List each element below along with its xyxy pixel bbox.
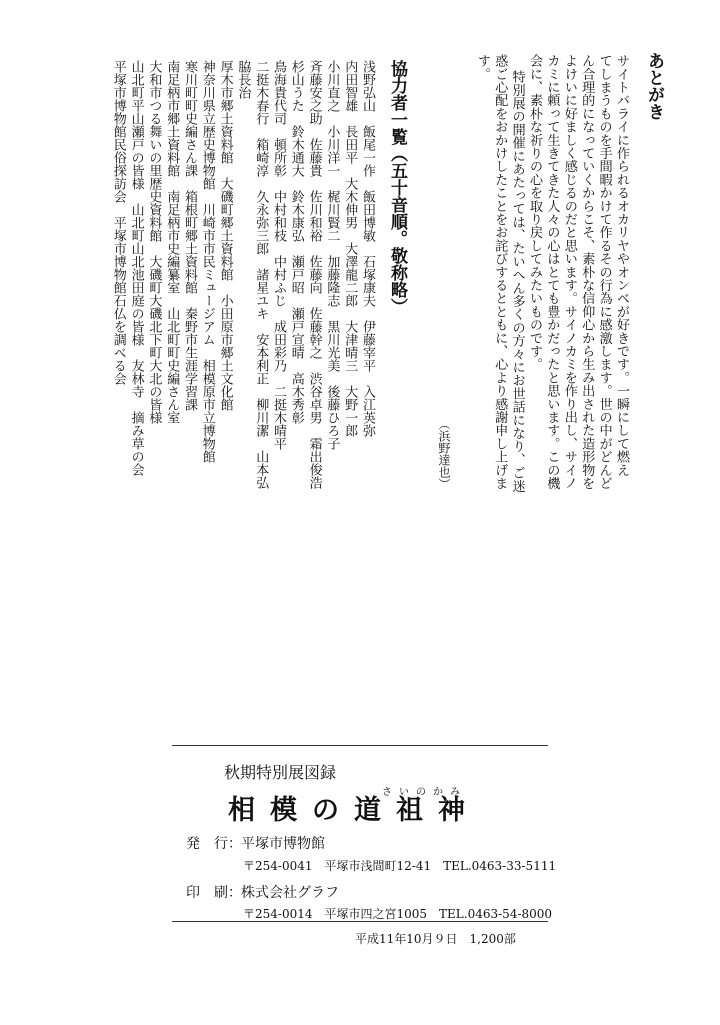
contributor-line: 内田智雄 長田平 大木伸男 大澤龍二郎 大津晴三 大野一郎 <box>342 60 358 437</box>
publisher-name: 平塚市博物館 <box>241 836 325 852</box>
afterword-line: ん合理的になっていくからこそ、素朴な信仰心から生み出された造形物を <box>579 54 595 490</box>
contributor-line: 寒川町町史編さん課 箱根町郷土資料館 秦野市生涯学習課 <box>182 60 197 411</box>
afterword-line: よけいに好ましく感じるのだと思います。サイノカミを作り出し、サイノ <box>561 54 577 490</box>
contributor-line: 神奈川県立歴史博物館 川崎市市民ミュージアム 相模原市立博物館 <box>199 60 215 463</box>
contributor-line: 南足柄市郷土資料館 南足柄市史編纂室 山北町町史編さん室 <box>164 60 180 424</box>
afterword-line: 会に、素朴な祈りの心を取り戻してみたいものです。 <box>527 54 542 371</box>
contributor-line: 小川直之 小川洋一 梶川賢二 加藤隆志 黒川光美 後藤ひろ子 <box>324 60 340 450</box>
afterword-line: す。 <box>474 54 490 81</box>
contributors-heading: 協力者一覧（五十音順。敬称略） <box>387 60 407 315</box>
colophon-series: 秋期特別展図録 <box>224 763 337 782</box>
printer-label: 印 刷： <box>186 885 242 901</box>
afterword-line: てしまうものを手間暇かけて作るその行為に感激します。世の中がどんど <box>596 54 612 490</box>
afterword-line: サイトバライに作られるオカリヤやオンベが好きです。一瞬にして燃え <box>614 54 629 477</box>
contributor-line: 杉山うた 鈴木通大 鈴木康弘 瀬戸昭 瀬戸宣晴 高木秀彰 <box>288 60 304 424</box>
afterword-line: カミに頼って生きてきた人々の心はとても豊かだったと思います。この機 <box>544 54 560 490</box>
printer-address: 〒254-0014 平塚市四之宮1005 TEL.0463-54-8000 <box>243 907 553 921</box>
printer-name: 株式会社グラフ <box>241 885 339 901</box>
publisher-label: 発 行： <box>186 836 242 852</box>
title-ruby: さいのかみ <box>382 787 467 798</box>
contributor-line: 大和市つる舞いの里歴史資料館 大磯町大磯北下町大北の皆様 <box>146 60 162 424</box>
contributor-line: 浅野弘山 飯尾一作 飯田博敏 石塚康夫 伊藤宰平 入江英弥 <box>360 60 375 437</box>
afterword-signature: （浜野達也） <box>437 418 451 490</box>
contributor-line: 斉藤安之助 佐藤貴 佐川和裕 佐藤向 佐藤幹之 渋谷卓男 霜出俊浩 <box>306 60 322 489</box>
publisher-address: 〒254-0041 平塚市浅間町12-41 TEL.0463-33-5111 <box>243 859 557 873</box>
contributor-line: 脇長治 <box>235 60 251 99</box>
contributor-line: 鳥海貴代司 頓所彰 中村和枝 中村ふじ 成田彩乃 二挺木晴平 <box>271 60 286 450</box>
issue-info: 平成11年10月９日 1,200部 <box>355 932 516 946</box>
contributor-line: 平塚市博物館民俗探訪会 平塚市博物館石仏を調べる会 <box>110 60 126 385</box>
colophon-top-rule <box>172 745 548 746</box>
afterword-line: 特別展の開催にあたっては、たいへん多くの方々にお世話になり、ご迷 <box>509 70 525 493</box>
contributor-line: 山北町平山瀬戸の皆様 山北町山北池田庭の皆様 友林寺 摘み草の会 <box>128 60 144 476</box>
colophon-bottom-rule <box>172 921 548 922</box>
contributor-line: 厚木市郷土資料館 大磯町郷土資料館 小田原市郷土文化館 <box>217 60 233 411</box>
colophon-title: 相模の道祖神 <box>228 795 480 826</box>
afterword-line: 惑ご心配をおかけしたことをお詫びするとともに、心より感謝申し上げま <box>492 54 508 490</box>
afterword-heading: あとがき <box>644 52 664 120</box>
contributor-line: 二挺木春行 箱崎淳 久永弥三郎 諸星ユキ 安本利正 柳川潔 山本弘 <box>253 60 269 489</box>
